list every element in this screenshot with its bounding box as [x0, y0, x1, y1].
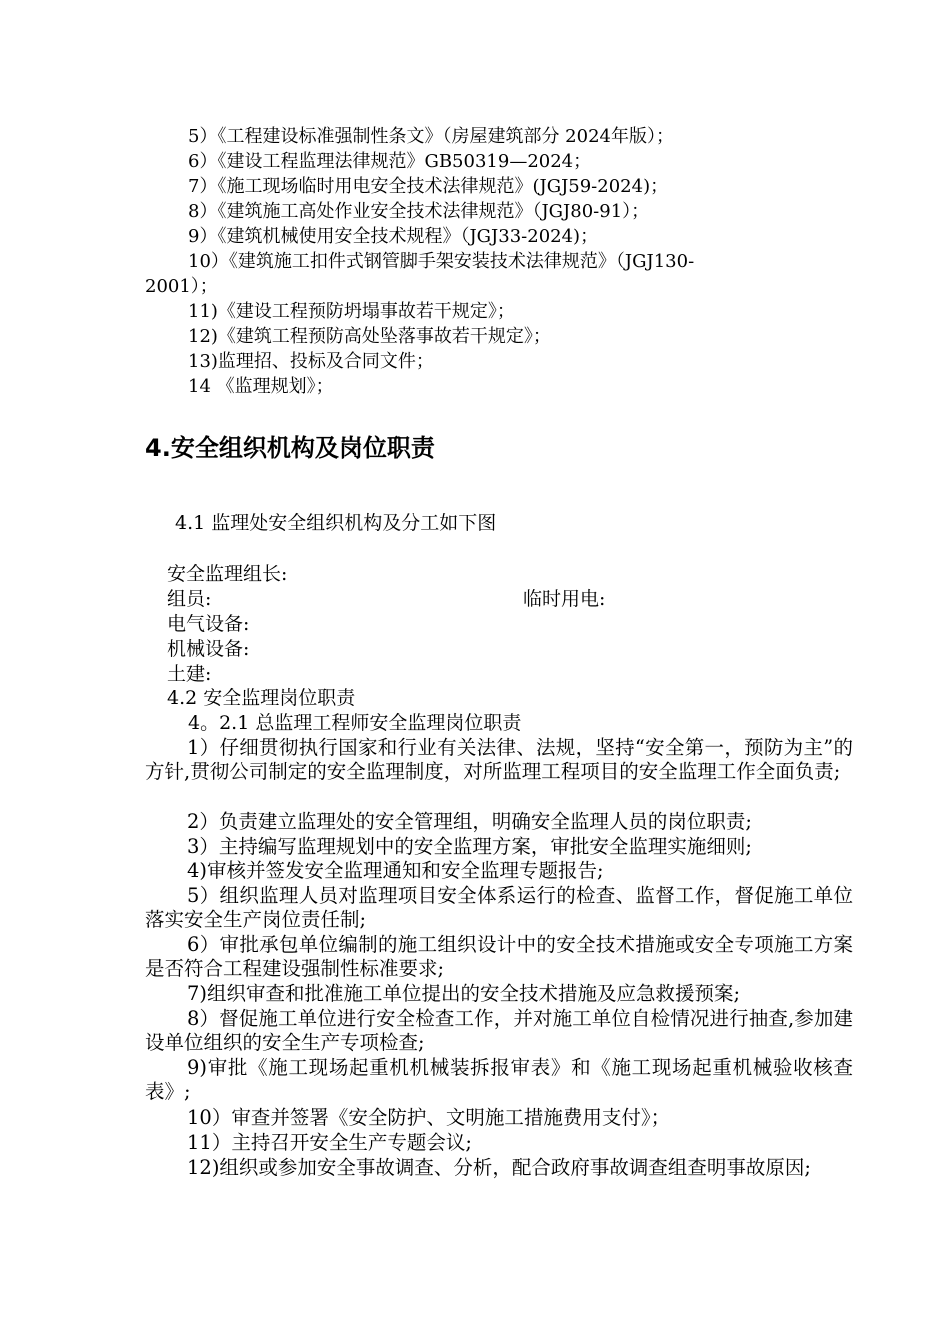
- subsection-title: 4.1 监理处安全组织机构及分工如下图: [175, 512, 497, 534]
- duty-item: 9)审批《施工现场起重机机械装拆报审表》和《施工现场起重机械验收核查表》;: [145, 1056, 853, 1103]
- duty-item: 7)组织审查和批准施工单位提出的安全技术措施及应急救援预案;: [187, 982, 741, 1005]
- reference-item: 9）《建筑机械使用安全技术规程》（JGJ33-2024)；: [188, 226, 599, 247]
- org-mechanical: 机械设备:: [167, 638, 250, 660]
- duty-item: 10）审查并签署《安全防护、文明施工措施费用支付》；: [187, 1106, 671, 1129]
- org-member: 组员:: [167, 588, 212, 610]
- reference-item: 12)《建筑工程预防高处坠落事故若干规定》；: [188, 326, 551, 347]
- duty-item: 12)组织或参加安全事故调查、分析，配合政府事故调查组查明事故原因;: [187, 1156, 811, 1179]
- org-civil: 土建:: [167, 663, 212, 685]
- org-leader: 安全监理组长:: [167, 563, 288, 585]
- reference-item: 10）《建筑施工扣件式钢管脚手架安装技术法律规范》（JGJ130-: [188, 251, 695, 272]
- subsection-title: 4.2 安全监理岗位职责: [167, 687, 356, 709]
- reference-item: 13)监理招、投标及合同文件；: [188, 351, 434, 372]
- reference-item: 6）《建设工程监理法律规范》GB50319—2024；: [188, 151, 592, 172]
- duty-item: 8）督促施工单位进行安全检查工作，并对施工单位自检情况进行抽查,参加建设单位组织的安全生产专项检查;: [145, 1007, 853, 1054]
- reference-item-continuation: 2001）；: [145, 276, 218, 297]
- reference-item: 5）《工程建设标准强制性条文》（房屋建筑部分 2024年版）；: [188, 126, 674, 147]
- subsubsection-title: 4。2.1 总监理工程师安全监理岗位职责: [188, 712, 522, 734]
- duty-item: 5）组织监理人员对监理项目安全体系运行的检查、监督工作，督促施工单位落实安全生产岗位责任制;: [145, 884, 853, 931]
- org-temp-power: 临时用电:: [523, 588, 606, 610]
- duty-item: 2）负责建立监理处的安全管理组，明确安全监理人员的岗位职责;: [187, 810, 752, 833]
- duty-item: 3）主持编写监理规划中的安全监理方案，审批安全监理实施细则;: [187, 835, 752, 858]
- reference-item: 14 《监理规划》；: [188, 376, 334, 397]
- reference-item: 8）《建筑施工高处作业安全技术法律规范》（JGJ80-91）；: [188, 201, 650, 222]
- duty-item: 4)审核并签发安全监理通知和安全监理专题报告;: [187, 859, 604, 882]
- org-electrical: 电气设备:: [167, 613, 250, 635]
- reference-item: 11)《建设工程预防坍塌事故若干规定》；: [188, 301, 515, 322]
- duty-item: 11）主持召开安全生产专题会议;: [187, 1131, 472, 1154]
- reference-item: 7）《施工现场临时用电安全技术法律规范》(JGJ59-2024)；: [188, 176, 669, 197]
- duty-item: 6）审批承包单位编制的施工组织设计中的安全技术措施或安全专项施工方案是否符合工程建设强制性标准要求;: [145, 933, 853, 980]
- section-heading: 4.安全组织机构及岗位职责: [145, 434, 435, 462]
- duty-item: 1）仔细贯彻执行国家和行业有关法律、法规，坚持“安全第一，预防为主”的方针,贯彻公司制定的安全监理制度，对所监理工程项目的安全监理工作全面负责;: [145, 736, 853, 783]
